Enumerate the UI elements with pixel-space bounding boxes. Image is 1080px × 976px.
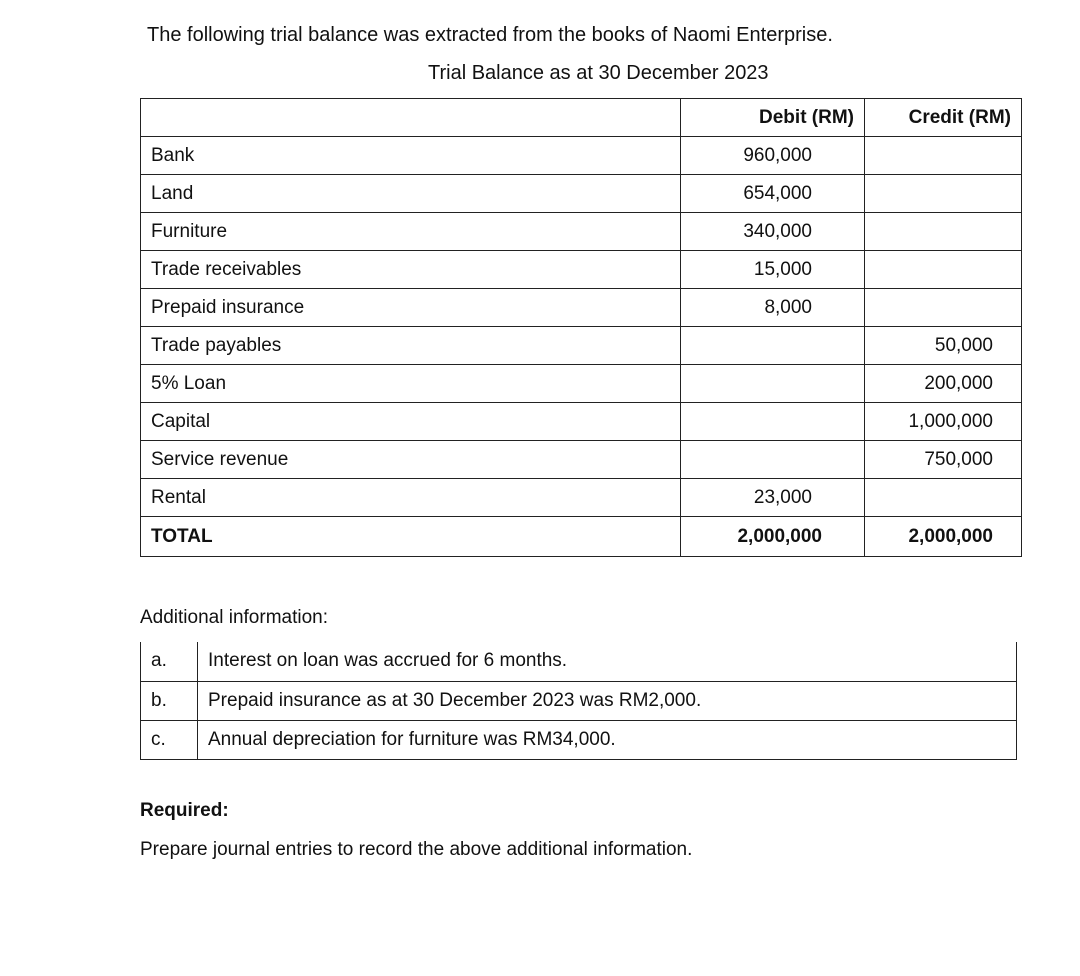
debit-header: Debit (RM) xyxy=(681,99,865,137)
debit-cell: 8,000 xyxy=(681,289,865,327)
credit-cell: 200,000 xyxy=(865,365,1022,403)
table-row xyxy=(141,137,1022,175)
item-text: Annual depreciation for furniture was RM34,000. xyxy=(198,720,1017,759)
required-label: Required: xyxy=(140,800,229,821)
required-text: Prepare journal entries to record the above additional information. xyxy=(140,839,693,860)
credit-cell xyxy=(865,479,1022,517)
total-debit: 2,000,000 xyxy=(681,517,865,557)
item-letter: b. xyxy=(141,681,198,720)
table-row xyxy=(141,327,1022,365)
debit-cell xyxy=(681,365,865,403)
debit-cell: 960,000 xyxy=(681,137,865,175)
debit-cell xyxy=(681,441,865,479)
credit-cell: 50,000 xyxy=(865,327,1022,365)
account-cell: Prepaid insurance xyxy=(141,289,681,327)
list-item xyxy=(141,720,1017,759)
total-row xyxy=(141,517,1022,557)
account-cell: Furniture xyxy=(141,213,681,251)
credit-cell: 1,000,000 xyxy=(865,403,1022,441)
debit-cell xyxy=(681,403,865,441)
credit-cell: 750,000 xyxy=(865,441,1022,479)
list-item xyxy=(141,642,1017,681)
table-row xyxy=(141,213,1022,251)
account-cell: Trade payables xyxy=(141,327,681,365)
item-letter: c. xyxy=(141,720,198,759)
total-credit: 2,000,000 xyxy=(865,517,1022,557)
table-row xyxy=(141,479,1022,517)
debit-cell: 15,000 xyxy=(681,251,865,289)
account-cell: Trade receivables xyxy=(141,251,681,289)
table-row xyxy=(141,365,1022,403)
table-row xyxy=(141,251,1022,289)
credit-cell xyxy=(865,137,1022,175)
intro-text: The following trial balance was extracted from the books of Naomi Enterprise. xyxy=(147,24,833,46)
item-text: Interest on loan was accrued for 6 months. xyxy=(198,642,1017,681)
table-row xyxy=(141,403,1022,441)
table-header-row xyxy=(141,99,1022,137)
debit-cell: 654,000 xyxy=(681,175,865,213)
additional-info-table xyxy=(140,642,1017,760)
item-text: Prepaid insurance as at 30 December 2023 was RM2,000. xyxy=(198,681,1017,720)
credit-cell xyxy=(865,251,1022,289)
total-label: TOTAL xyxy=(141,517,681,557)
account-cell: Service revenue xyxy=(141,441,681,479)
account-cell: Bank xyxy=(141,137,681,175)
account-cell: Capital xyxy=(141,403,681,441)
credit-header: Credit (RM) xyxy=(865,99,1022,137)
account-cell: 5% Loan xyxy=(141,365,681,403)
account-cell: Rental xyxy=(141,479,681,517)
table-row xyxy=(141,175,1022,213)
item-letter: a. xyxy=(141,642,198,681)
credit-cell xyxy=(865,175,1022,213)
list-item xyxy=(141,681,1017,720)
credit-cell xyxy=(865,289,1022,327)
trial-balance-title: Trial Balance as at 30 December 2023 xyxy=(428,62,769,84)
account-header xyxy=(141,99,681,137)
debit-cell: 340,000 xyxy=(681,213,865,251)
debit-cell: 23,000 xyxy=(681,479,865,517)
credit-cell xyxy=(865,213,1022,251)
debit-cell xyxy=(681,327,865,365)
trial-balance-table xyxy=(140,98,1022,557)
table-row xyxy=(141,441,1022,479)
table-row xyxy=(141,289,1022,327)
account-cell: Land xyxy=(141,175,681,213)
additional-info-label: Additional information: xyxy=(140,607,328,628)
